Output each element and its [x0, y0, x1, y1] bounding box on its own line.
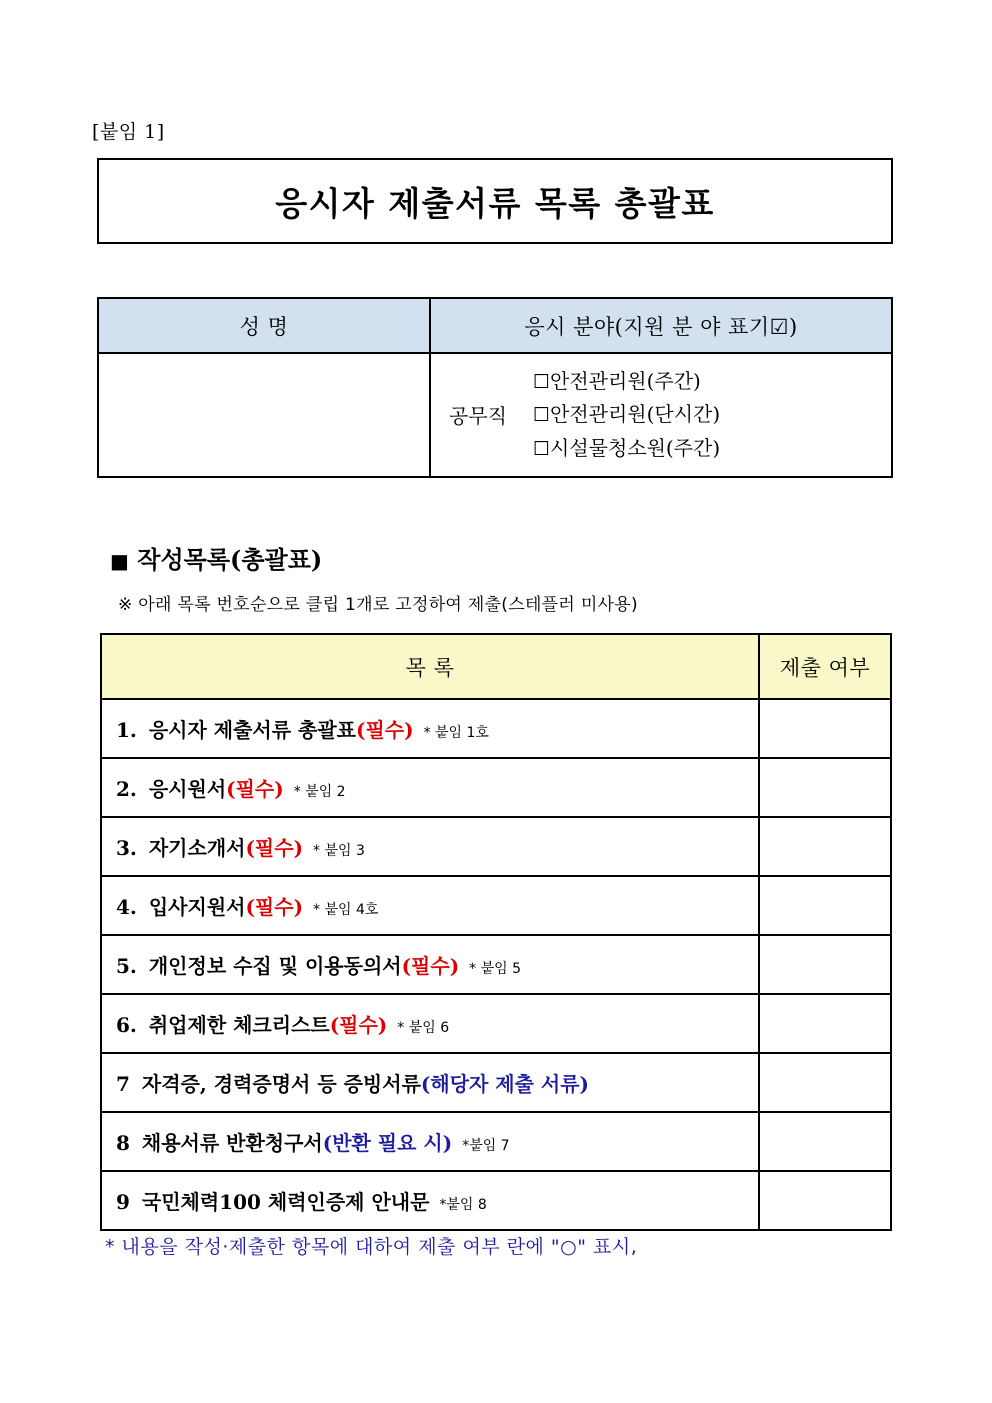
section-heading-label: 작성목록(총괄표) — [137, 545, 323, 574]
table-row — [101, 699, 891, 758]
checklist-item-cell — [101, 994, 759, 1053]
checklist-item-tag: (필수) — [329, 1013, 388, 1037]
checklist-header-row — [101, 634, 891, 699]
checklist-item-reference: * 붙임 1호 — [423, 725, 489, 741]
checklist-item-reference: *붙임 8 — [439, 1197, 487, 1213]
field-option-label-1: 안전관리원(단시간) — [550, 402, 721, 427]
field-option-1[interactable] — [533, 400, 720, 430]
attachment-tag: [붙임 1] — [92, 121, 165, 143]
table-row — [101, 1171, 891, 1230]
checklist-item-name: 개인정보 수집 및 이용동의서 — [141, 954, 402, 978]
checklist-item-tag: (필수) — [245, 895, 304, 919]
checkbox-empty-icon[interactable]: ☐ — [532, 404, 551, 427]
checklist-submitted-cell[interactable] — [759, 935, 891, 994]
checklist-item-tag: (필수) — [401, 954, 460, 978]
checklist-header-list: 목 록 — [101, 634, 759, 699]
checklist-item-name: 자기소개서 — [141, 836, 246, 860]
checklist-item-cell — [101, 1053, 759, 1112]
info-body-row — [98, 353, 892, 477]
checklist-item-tag: (해당자 제출 서류) — [420, 1072, 589, 1096]
field-選択-cell — [430, 353, 892, 477]
table-row — [101, 1053, 891, 1112]
checklist-item-name: 채용서류 반환청구서 — [134, 1131, 323, 1155]
checklist-submitted-cell[interactable] — [759, 1053, 891, 1112]
field-option-label-2: 시설물청소원(주간) — [550, 435, 721, 460]
info-header-field: 응시 분야(지원 분 야 표기☑) — [430, 298, 892, 353]
table-row — [101, 935, 891, 994]
checklist-submitted-cell[interactable] — [759, 994, 891, 1053]
table-row — [101, 1112, 891, 1171]
checklist-submitted-cell[interactable] — [759, 758, 891, 817]
checklist-header-submitted: 제출 여부 — [759, 634, 891, 699]
checklist-item-number: 8 — [116, 1131, 130, 1155]
checklist-item-cell — [101, 876, 759, 935]
section-heading — [110, 540, 322, 575]
checklist-item-reference: *붙임 7 — [462, 1138, 510, 1154]
field-option-label-0: 안전관리원(주간) — [550, 368, 701, 393]
checklist-item-number: 7 — [116, 1072, 130, 1096]
checklist-item-cell — [101, 1112, 759, 1171]
field-option-2[interactable] — [533, 434, 720, 464]
checklist-submitted-cell[interactable] — [759, 699, 891, 758]
checklist-submitted-cell[interactable] — [759, 817, 891, 876]
checklist-item-name: 국민체력100 체력인증제 안내문 — [134, 1190, 430, 1214]
footnote: * 내용을 작성·제출한 항목에 대하여 제출 여부 란에 "○" 표시, — [105, 1236, 638, 1258]
checklist-item-reference: * 붙임 2 — [293, 784, 346, 800]
checklist-item-number: 5. — [116, 954, 137, 978]
checklist-item-cell — [101, 817, 759, 876]
checklist-item-name: 자격증, 경력증명서 등 증빙서류 — [134, 1072, 421, 1096]
table-row — [101, 758, 891, 817]
checklist-item-name: 응시원서 — [141, 777, 227, 801]
checklist-submitted-cell[interactable] — [759, 1171, 891, 1230]
checklist-item-tag: (필수) — [245, 836, 304, 860]
info-header-row — [98, 298, 892, 353]
applicant-info-table — [97, 297, 893, 478]
checklist-item-reference: * 붙임 5 — [469, 961, 522, 977]
checklist-item-number: 1. — [116, 718, 137, 742]
checklist-item-reference: * 붙임 3 — [313, 843, 365, 859]
title-box — [97, 158, 893, 244]
field-option-0[interactable] — [533, 367, 720, 397]
document-checklist-table — [100, 633, 892, 1231]
checklist-item-cell — [101, 758, 759, 817]
checklist-submitted-cell[interactable] — [759, 876, 891, 935]
checklist-submitted-cell[interactable] — [759, 1112, 891, 1171]
checklist-item-number: 6. — [116, 1013, 137, 1037]
checklist-item-cell — [101, 935, 759, 994]
checkbox-empty-icon[interactable]: ☐ — [532, 370, 551, 393]
checklist-item-tag: (반환 필요 시) — [322, 1131, 453, 1155]
name-input-cell[interactable] — [98, 353, 430, 477]
checklist-item-name: 응시자 제출서류 총괄표 — [141, 718, 356, 742]
info-header-name: 성 명 — [98, 298, 430, 353]
checklist-item-reference: * 붙임 6 — [397, 1020, 450, 1036]
checklist-item-name: 취업제한 체크리스트 — [141, 1013, 330, 1037]
checkbox-empty-icon[interactable]: ☐ — [532, 437, 551, 460]
table-row — [101, 876, 891, 935]
category-label: 공무직 — [449, 404, 507, 429]
page-title: 응시자 제출서류 목록 총괄표 — [275, 183, 715, 223]
checklist-item-number: 3. — [116, 836, 137, 860]
table-row — [101, 994, 891, 1053]
checklist-item-number: 4. — [116, 895, 137, 919]
checklist-item-reference: * 붙임 4호 — [313, 902, 379, 918]
checklist-item-tag: (필수) — [226, 777, 284, 801]
checklist-item-tag: (필수) — [355, 718, 414, 742]
checklist-item-cell — [101, 1171, 759, 1230]
table-row — [101, 817, 891, 876]
filled-square-bullet-icon: ■ — [110, 549, 129, 573]
checklist-item-name: 입사지원서 — [141, 895, 246, 919]
checklist-item-number: 9 — [116, 1190, 130, 1214]
field-options — [533, 367, 720, 464]
section-note: ※ 아래 목록 번호순으로 클립 1개로 고정하여 제출(스테플러 미사용) — [118, 595, 638, 615]
checklist-item-number: 2. — [116, 777, 137, 801]
checklist-item-cell — [101, 699, 759, 758]
